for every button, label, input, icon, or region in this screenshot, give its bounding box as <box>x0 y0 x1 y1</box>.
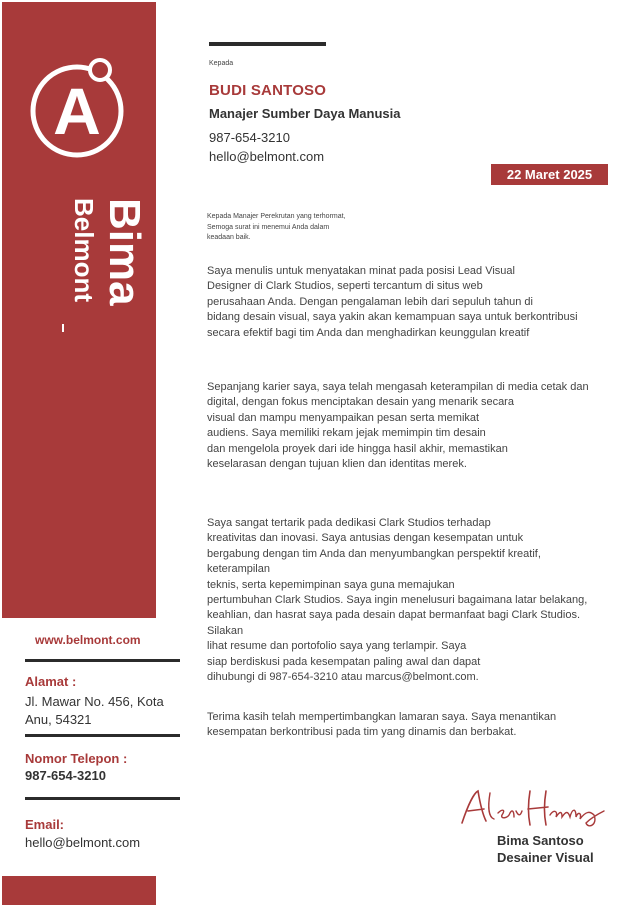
recipient-email[interactable]: hello@belmont.com <box>209 149 325 164</box>
logo-a-circle-icon <box>30 58 130 158</box>
to-label: Kepada <box>209 60 234 67</box>
greeting: Kepada Manajer Perekrutan yang terhormat, Semoga surat ini menemui Anda dalam keadaan baik. <box>207 213 346 241</box>
address-value: Jl. Mawar No. 456, Kota Anu, 54321 <box>25 694 164 727</box>
footer-bar <box>2 876 156 905</box>
address-label: Alamat : <box>25 674 77 689</box>
last-name: Belmont <box>69 198 99 302</box>
paragraph: Sepanjang karier saya, saya telah mengasah keterampilan di media cetak dan digital, dengan fokus menciptakan desain yang menarik secara visual dan mampu menyampaikan pesan serta memikat audiens. Saya memiliki rekam jejak memimpin tim desain dan mengelola proyek dari ide hingga hasil akhir, memastikan keselarasan dengan tujuan klien dan identitas merek. <box>207 381 589 471</box>
website-link[interactable]: www.belmont.com <box>35 633 141 647</box>
divider <box>25 734 180 737</box>
name-accent-mark <box>62 324 64 332</box>
paragraph: Saya sangat tertarik pada dedikasi Clark Studios terhadap kreativitas dan inovasi. Saya antusias dengan kesempatan untuk bergabung dengan tim Anda dan menyumbangkan perspektif kreatif, keterampilan teknis, serta kepemimpinan saya guna memajukan pertumbuhan Clark Studios. Saya ingin menelusuri bagaimana latar belakang, keahlian, dan hasrat saya pada desain dapat bermanfaat bagi Clark Studios. Silakan lihat resume dan portofolio saya yang terlampir. Saya siap berdiskusi pada kesempatan paling awal dan dapat dihubungi di 987-654-3210 atau marcus@belmont.com. <box>207 517 588 684</box>
signer-role: Desainer Visual <box>497 850 594 865</box>
email-label: Email: <box>25 817 65 832</box>
signature-image <box>458 785 608 830</box>
phone-value: 987-654-3210 <box>25 768 106 783</box>
header-rule <box>209 42 326 46</box>
phone-label: Nomor Telepon : <box>25 751 128 766</box>
recipient-title: Manajer Sumber Daya Manusia <box>209 106 401 121</box>
recipient-phone: 987-654-3210 <box>209 130 290 145</box>
divider <box>25 659 180 662</box>
signature-block <box>497 832 594 866</box>
email-value[interactable]: hello@belmont.com <box>25 835 141 850</box>
letter-date: 22 Maret 2025 <box>491 164 608 185</box>
signer-name: Bima Santoso <box>497 833 584 848</box>
first-name: Bima <box>100 198 149 306</box>
logo-letter: A <box>53 74 101 148</box>
divider <box>25 797 180 800</box>
vertical-name <box>66 196 149 336</box>
paragraph: Terima kasih telah mempertimbangkan lamaran saya. Saya menantikan kesempatan berkontribusi pada tim yang dinamis dan berbakat. <box>207 711 557 739</box>
paragraph: Saya menulis untuk menyatakan minat pada posisi Lead Visual Designer di Clark Studios, seperti tercantum di situs web perusahaan Anda. Dengan pengalaman lebih dari sepuluh tahun di bidang desain visual, saya yakin akan kemampuan saya untuk berkontribusi secara efektif bagi tim Anda dan menghadirkan keunggulan kreatif <box>207 265 578 339</box>
recipient-name: BUDI SANTOSO <box>209 82 327 99</box>
